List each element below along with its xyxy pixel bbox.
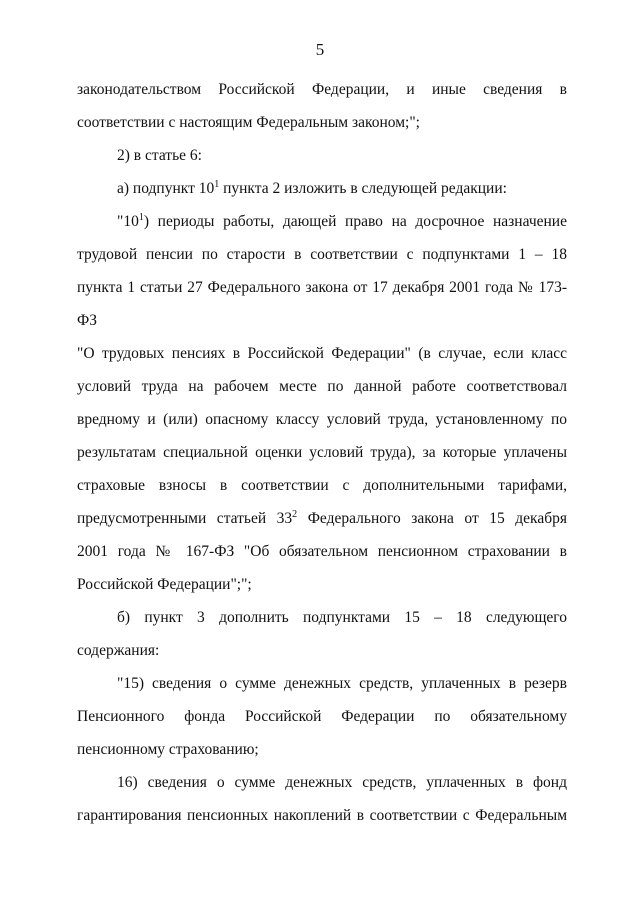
line: пенсионному страхованию;: [77, 741, 259, 758]
line: б) пункт 3 дополнить подпунктами 15 – 18 следующего содержания:: [77, 609, 567, 659]
page-number: 5: [315, 40, 325, 59]
line: законодательством Российской Федерации, и иные сведения в: [77, 81, 567, 98]
line: "О трудовых пенсиях в Российской Федерации" (в случае, если класс: [77, 345, 567, 362]
line: "$10^1$) периоды работы, дающей право на досрочное назначение: [117, 211, 567, 230]
superscript: 2: [292, 508, 298, 520]
superscript: 1: [214, 178, 220, 190]
line: "15) сведения о сумме денежных средств, уплаченных в резерв: [117, 675, 567, 692]
line: гарантирования пенсионных накоплений в соответствии с Федеральным: [77, 807, 567, 824]
line: трудовой пенсии по старости в соответствии с подпунктами 1 – 18: [77, 246, 567, 263]
line: 2) в статье 6:: [117, 147, 202, 164]
line: 16) сведения о сумме денежных средств, уплаченных в фонд: [117, 774, 567, 791]
line: предусмотренными статьей $33^2$ Федерального закона от 15 декабря: [77, 508, 567, 527]
line: результатам специальной оценки условий труда), за которые уплачены: [77, 444, 567, 461]
line: страховые взносы в соответствии с дополнительными тарифами,: [77, 477, 567, 494]
line: Российской Федерации";";: [77, 576, 252, 593]
line: вредному и (или) опасному классу условий труда, установленному по: [77, 411, 567, 428]
line: условий труда на рабочем месте по данной работе соответствовал: [77, 378, 567, 395]
body-text: [77, 73, 567, 832]
line: а) подпункт $10^1$ пункта 2 изложить в следующей редакции:: [117, 178, 507, 197]
line: 2001 года № 167-ФЗ "Об обязательном пенсионном страховании в: [77, 543, 567, 560]
line: Пенсионного фонда Российской Федерации по обязательному: [77, 708, 567, 725]
line: пункта 1 статьи 27 Федерального закона от 17 декабря 2001 года № 173-ФЗ: [77, 279, 567, 329]
superscript: 1: [138, 211, 144, 223]
line: соответствии с настоящим Федеральным законом;";: [77, 114, 420, 131]
